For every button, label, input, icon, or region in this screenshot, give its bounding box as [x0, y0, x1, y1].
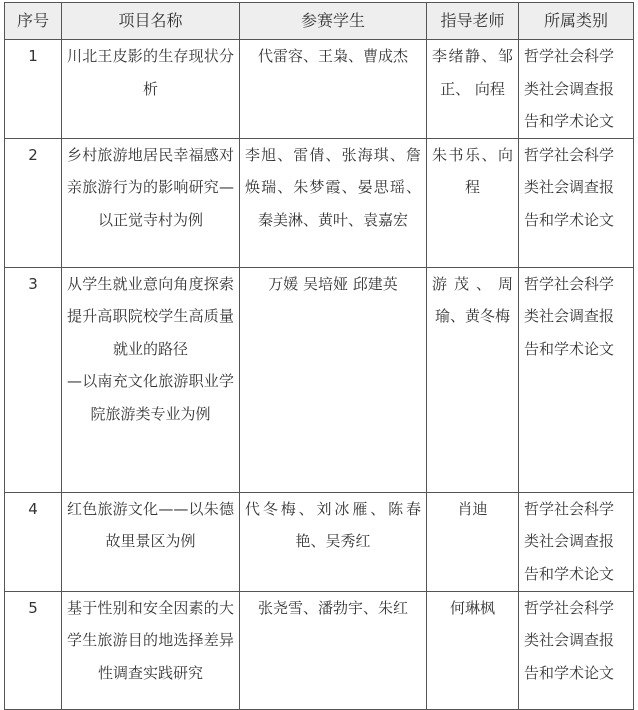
row-no: 4 [5, 492, 62, 591]
projects-table [4, 2, 634, 710]
header-no: 序号 [5, 3, 62, 40]
row-advisors: 朱书乐、向程 [427, 138, 519, 267]
row-category: 哲学社会科学类社会调查报告和学术论文 [519, 591, 634, 709]
row-no: 2 [5, 138, 62, 267]
row-category: 哲学社会科学类社会调查报告和学术论文 [519, 267, 634, 492]
table-row [5, 40, 634, 139]
row-title-subtitle: —以南充文化旅游职业学院旅游类专业为例 [67, 372, 234, 423]
header-title: 项目名称 [62, 3, 240, 40]
row-advisors: 李绪静、邹正、 向程 [427, 40, 519, 139]
row-title: 红色旅游文化——以朱德故里景区为例 [62, 492, 240, 591]
row-advisors: 何琳枫 [427, 591, 519, 709]
row-title: 乡村旅游地居民幸福感对亲旅游行为的影响研究—以正觉寺村为例 [62, 138, 240, 267]
row-category: 哲学社会科学类社会调查报告和学术论文 [519, 492, 634, 591]
row-advisors: 肖迪 [427, 492, 519, 591]
row-category: 哲学社会科学类社会调查报告和学术论文 [519, 40, 634, 139]
table-row [5, 492, 634, 591]
row-title: 川北王皮影的生存现状分析 [62, 40, 240, 139]
row-title: 基于性别和安全因素的大学生旅游目的地选择差异性调查实践研究 [62, 591, 240, 709]
row-category: 哲学社会科学类社会调查报告和学术论文 [519, 138, 634, 267]
header-students: 参赛学生 [240, 3, 427, 40]
table-header-row [5, 3, 634, 40]
row-no: 5 [5, 591, 62, 709]
table-row [5, 591, 634, 709]
row-students: 张尧雪、潘勃宇、朱红 [240, 591, 427, 709]
header-advisors: 指导老师 [427, 3, 519, 40]
table-row [5, 267, 634, 492]
row-no: 3 [5, 267, 62, 492]
row-students: 万媛 吴培娅 邱建英 [240, 267, 427, 492]
row-advisors: 游茂、周瑜、黄冬梅 [427, 267, 519, 492]
row-title [62, 267, 240, 492]
row-no: 1 [5, 40, 62, 139]
row-title-main: 从学生就业意向角度探索提升高职院校学生高质量就业的路径 [67, 274, 234, 358]
row-students: 李旭、雷倩、张海琪、詹焕瑞、朱梦霞、晏思瑶、秦美淋、黄叶、袁嘉宏 [240, 138, 427, 267]
row-students: 代冬梅、刘冰雁、陈春艳、吴秀红 [240, 492, 427, 591]
table-row [5, 138, 634, 267]
row-students: 代雷容、王枭、曹成杰 [240, 40, 427, 139]
header-category: 所属类别 [519, 3, 634, 40]
